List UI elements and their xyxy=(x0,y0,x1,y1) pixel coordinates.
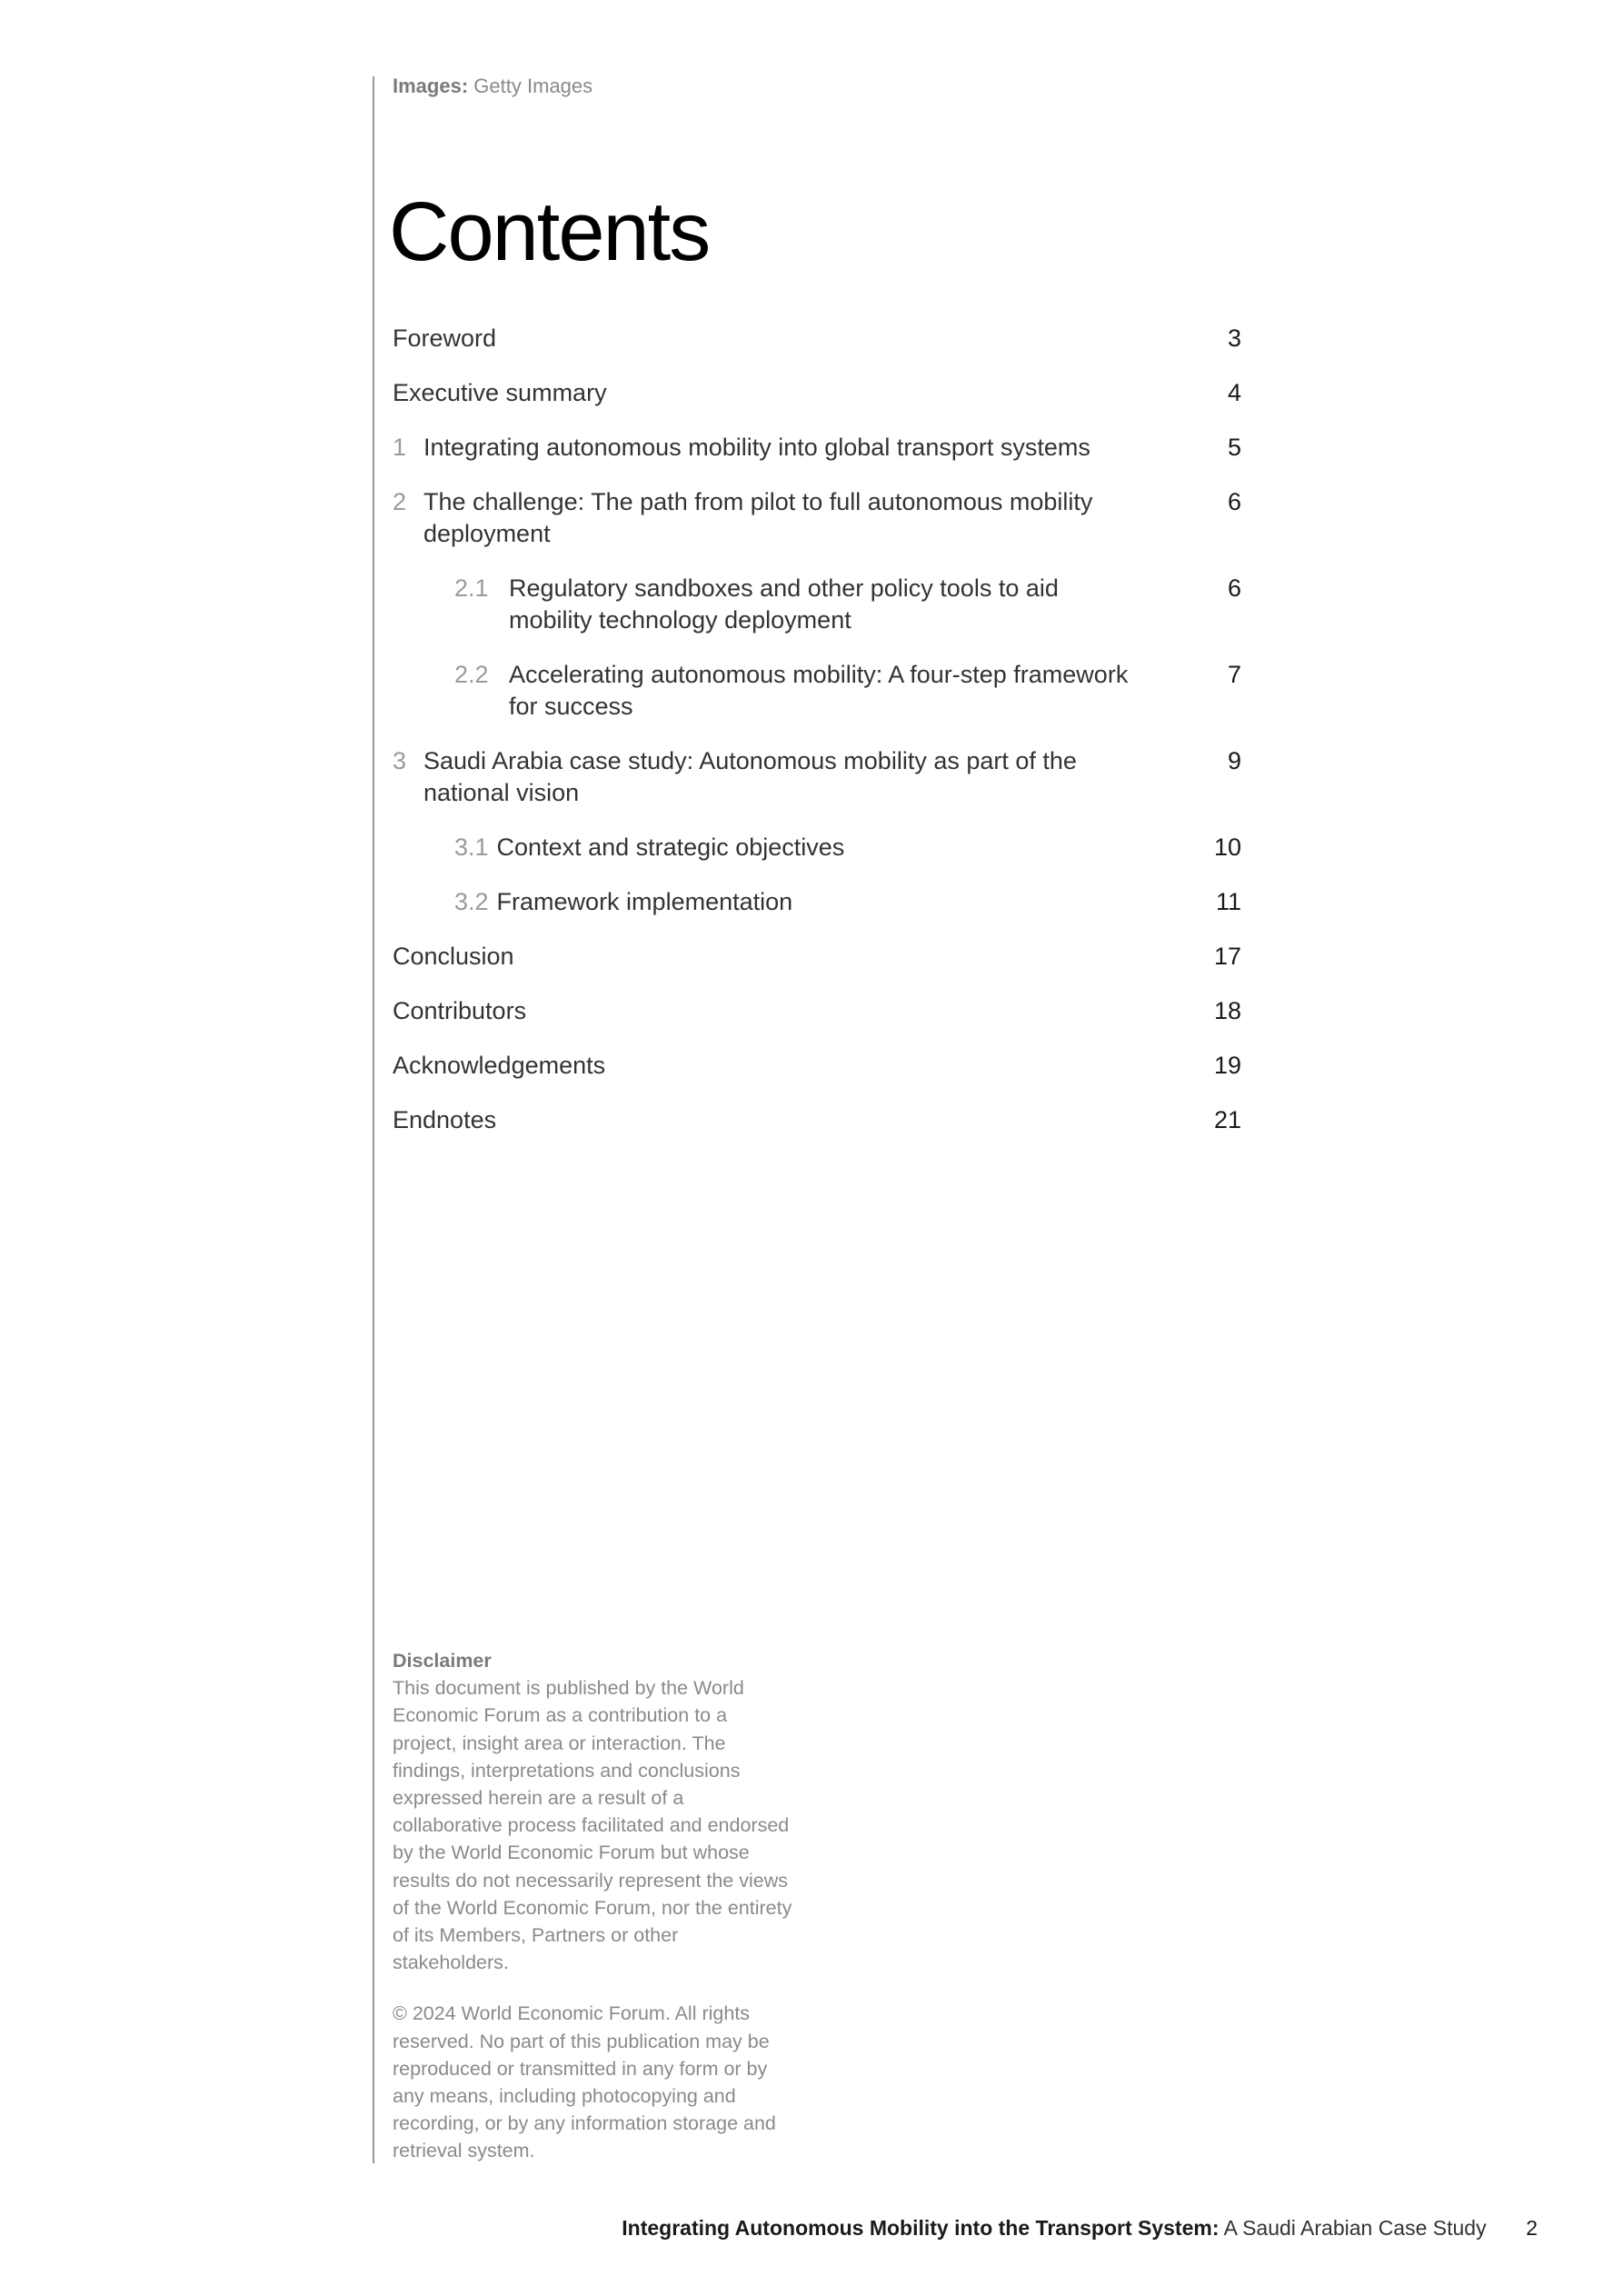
toc-entry-endnotes[interactable] xyxy=(393,1104,1241,1136)
table-of-contents xyxy=(393,323,1241,1159)
toc-entry-page: 10 xyxy=(1213,834,1241,861)
running-footer xyxy=(545,2214,1538,2241)
left-margin-rule xyxy=(373,76,374,2163)
toc-entry-page: 19 xyxy=(1213,1052,1241,1079)
toc-entry-label: Context and strategic objectives xyxy=(496,834,845,861)
image-credit-text: Getty Images xyxy=(473,75,593,97)
toc-entry-label: Conclusion xyxy=(393,943,514,970)
disclaimer-spacer xyxy=(393,1976,792,2000)
toc-entry-foreword[interactable] xyxy=(393,323,1241,354)
toc-entry-label: Integrating autonomous mobility into global transport systems xyxy=(423,434,1090,461)
toc-entry-label: Framework implementation xyxy=(496,888,793,915)
toc-entry-executive-summary[interactable] xyxy=(393,377,1241,409)
toc-entry-page: 17 xyxy=(1213,943,1241,970)
toc-entry-section-2-1[interactable] xyxy=(393,573,1241,636)
copyright-notice: © 2024 World Economic Forum. All rights reserved. No part of this publication may be reproduced or transmitted in any form or by any means, including photocopying and recording, or by any information storage and retrieval system. xyxy=(393,2002,776,2162)
toc-entry-number: 3.2 xyxy=(454,888,489,915)
footer-page-number: 2 xyxy=(1526,2216,1538,2240)
toc-entry-label: Foreword xyxy=(393,324,497,352)
toc-entry-number: 2.2 xyxy=(454,661,489,688)
toc-entry-label: Regulatory sandboxes and other policy tools to aid mobility technology deployment xyxy=(509,574,1059,634)
toc-entry-section-3-2[interactable] xyxy=(393,886,1241,918)
toc-entry-number: 3 xyxy=(393,747,407,774)
toc-entry-label: Contributors xyxy=(393,997,527,1024)
footer-report-subtitle: A Saudi Arabian Case Study xyxy=(1223,2216,1487,2240)
toc-entry-page: 21 xyxy=(1213,1106,1241,1133)
toc-entry-label: The challenge: The path from pilot to full autonomous mobility deployment xyxy=(423,488,1093,547)
toc-entry-label: Saudi Arabia case study: Autonomous mobility as part of the national vision xyxy=(423,747,1077,806)
toc-entry-page: 9 xyxy=(1227,747,1241,774)
disclaimer-block xyxy=(393,1647,792,2165)
toc-entry-section-2-2[interactable] xyxy=(393,659,1241,723)
disclaimer-body: This document is published by the World Economic Forum as a contribution to a project, insight area or interaction. The findings, interpretations and conclusions expressed herein are a result of a collaborative process facilitated and endorsed by the World Economic Forum but whose results do not necessarily represent the views of the World Economic Forum, nor the entirety of its Members, Partners or other stakeholders. xyxy=(393,1677,792,1974)
toc-entry-contributors[interactable] xyxy=(393,995,1241,1027)
toc-entry-acknowledgements[interactable] xyxy=(393,1050,1241,1082)
toc-entry-page: 6 xyxy=(1227,574,1241,602)
toc-entry-section-1[interactable] xyxy=(393,432,1241,464)
toc-entry-section-3-1[interactable] xyxy=(393,832,1241,863)
image-credit-label: Images: xyxy=(393,75,469,97)
toc-entry-page: 6 xyxy=(1227,488,1241,515)
toc-entry-number: 2 xyxy=(393,488,407,515)
toc-entry-page: 11 xyxy=(1215,888,1241,915)
toc-entry-page: 5 xyxy=(1227,434,1241,461)
toc-entry-section-3[interactable] xyxy=(393,745,1241,809)
toc-entry-label: Acknowledgements xyxy=(393,1052,606,1079)
disclaimer-heading: Disclaimer xyxy=(393,1650,492,1672)
page-title: Contents xyxy=(389,185,710,278)
toc-entry-page: 18 xyxy=(1213,997,1241,1024)
toc-entry-label: Endnotes xyxy=(393,1106,497,1133)
toc-entry-number: 2.1 xyxy=(454,574,489,602)
image-credit xyxy=(393,73,592,100)
toc-entry-page: 4 xyxy=(1227,379,1241,406)
toc-entry-label: Accelerating autonomous mobility: A four-step framework for success xyxy=(509,661,1129,720)
toc-entry-page: 7 xyxy=(1227,661,1241,688)
toc-entry-number: 3.1 xyxy=(454,834,489,861)
toc-entry-label: Executive summary xyxy=(393,379,607,406)
toc-entry-page: 3 xyxy=(1227,324,1241,352)
toc-entry-conclusion[interactable] xyxy=(393,941,1241,973)
toc-entry-number: 1 xyxy=(393,434,407,461)
toc-entry-section-2[interactable] xyxy=(393,486,1241,550)
footer-report-title: Integrating Autonomous Mobility into the Transport System: xyxy=(622,2216,1220,2240)
